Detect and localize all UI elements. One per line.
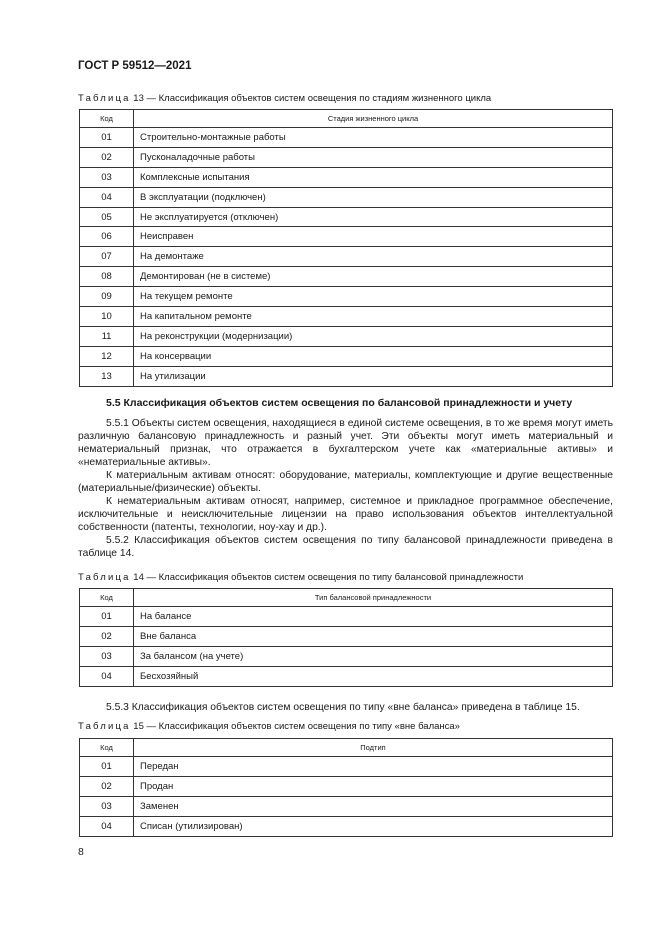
table-row	[80, 776, 613, 796]
row-name: Передан	[134, 757, 613, 777]
table-row	[80, 187, 613, 207]
paragraph-5-5-1: 5.5.1 Объекты систем освещения, находящиеся в единой системе освещения, в то же время могут иметь различную балансовую принадлежность и разный учет. Эти объекты могут иметь материальный и нематериальный признак, что отражается в бухгалтерском учете как «материальные активы» и «нематериальные активы».	[78, 418, 613, 469]
row-name: На утилизации	[134, 366, 613, 386]
table-row	[80, 646, 613, 666]
row-code: 05	[80, 207, 134, 227]
column-header-subtype: Подтип	[134, 739, 613, 757]
table-label: Таблица	[78, 93, 131, 104]
row-name: Списан (утилизирован)	[134, 816, 613, 836]
section-heading: 5.5 Классификация объектов систем освещения по балансовой принадлежности и учету	[106, 397, 573, 409]
table-row	[80, 227, 613, 247]
column-header-code: Код	[80, 110, 134, 128]
paragraph-intangible-assets: К нематериальным активам относят, например, системное и прикладное программное обеспечение, исключительные и неисключительные лицензии на право использования объектов интеллектуальной собственности (патенты, технологии, ноу-хау и др.).	[78, 496, 613, 534]
table-row	[80, 366, 613, 386]
row-code: 12	[80, 346, 134, 366]
row-name: Заменен	[134, 796, 613, 816]
table-row	[80, 147, 613, 167]
table-row	[80, 796, 613, 816]
row-code: 02	[80, 776, 134, 796]
row-code: 01	[80, 607, 134, 627]
table-15-caption	[78, 721, 460, 732]
row-name: На демонтаже	[134, 247, 613, 267]
table-row	[80, 346, 613, 366]
table-row	[80, 607, 613, 627]
row-name: Неисправен	[134, 227, 613, 247]
table-caption-text: 14 — Классификация объектов систем освещения по типу балансовой принадлежности	[130, 572, 524, 583]
row-code: 03	[80, 167, 134, 187]
row-name: На реконструкции (модернизации)	[134, 326, 613, 346]
paragraph-material-assets: К материальным активам относят: оборудование, материалы, комплектующие и другие вещественные (материальные/физические) объекты.	[78, 470, 613, 495]
table-14	[79, 588, 613, 687]
table-label: Таблица	[78, 721, 131, 732]
table-14-caption	[78, 572, 523, 583]
table-13-caption	[78, 93, 491, 104]
row-code: 07	[80, 247, 134, 267]
row-name: На текущем ремонте	[134, 287, 613, 307]
row-code: 09	[80, 287, 134, 307]
table-13	[79, 109, 613, 387]
table-row	[80, 267, 613, 287]
column-header-code: Код	[80, 589, 134, 607]
column-header-stage: Стадия жизненного цикла	[134, 110, 613, 128]
table-row	[80, 816, 613, 836]
row-name: Вне баланса	[134, 626, 613, 646]
row-name: На консервации	[134, 346, 613, 366]
table-row	[80, 287, 613, 307]
row-name: Демонтирован (не в системе)	[134, 267, 613, 287]
row-name: Пусконаладочные работы	[134, 147, 613, 167]
row-name: За балансом (на учете)	[134, 646, 613, 666]
row-code: 04	[80, 666, 134, 686]
row-code: 11	[80, 326, 134, 346]
row-code: 02	[80, 147, 134, 167]
paragraph-5-5-3: 5.5.3 Классификация объектов систем освещения по типу «вне баланса» приведена в таблице 15.	[106, 702, 580, 713]
row-code: 01	[80, 757, 134, 777]
row-code: 04	[80, 816, 134, 836]
table-row	[80, 626, 613, 646]
table-row	[80, 247, 613, 267]
row-code: 13	[80, 366, 134, 386]
row-name: Комплексные испытания	[134, 167, 613, 187]
paragraph-5-5-2: 5.5.2 Классификация объектов систем освещения по типу балансовой принадлежности приведена в таблице 14.	[78, 535, 613, 560]
row-code: 04	[80, 187, 134, 207]
table-row	[80, 307, 613, 327]
row-name: Не эксплуатируется (отключен)	[134, 207, 613, 227]
table-caption-text: 15 — Классификация объектов систем освещения по типу «вне баланса»	[130, 721, 460, 732]
row-name: На капитальном ремонте	[134, 307, 613, 327]
table-15	[79, 738, 613, 837]
row-code: 01	[80, 128, 134, 148]
page-number: 8	[78, 846, 84, 858]
table-label: Таблица	[78, 572, 131, 583]
table-row	[80, 326, 613, 346]
row-name: Строительно-монтажные работы	[134, 128, 613, 148]
column-header-code: Код	[80, 739, 134, 757]
table-row	[80, 666, 613, 686]
row-code: 06	[80, 227, 134, 247]
document-code: ГОСТ Р 59512—2021	[78, 60, 192, 72]
row-code: 02	[80, 626, 134, 646]
row-code: 10	[80, 307, 134, 327]
row-name: В эксплуатации (подключен)	[134, 187, 613, 207]
row-name: Продан	[134, 776, 613, 796]
table-row	[80, 757, 613, 777]
column-header-balance-type: Тип балансовой принадлежности	[134, 589, 613, 607]
row-name: На балансе	[134, 607, 613, 627]
table-row	[80, 128, 613, 148]
table-row	[80, 207, 613, 227]
row-code: 08	[80, 267, 134, 287]
table-row	[80, 167, 613, 187]
table-caption-text: 13 — Классификация объектов систем освещения по стадиям жизненного цикла	[130, 93, 492, 104]
row-name: Бесхозяйный	[134, 666, 613, 686]
row-code: 03	[80, 796, 134, 816]
row-code: 03	[80, 646, 134, 666]
